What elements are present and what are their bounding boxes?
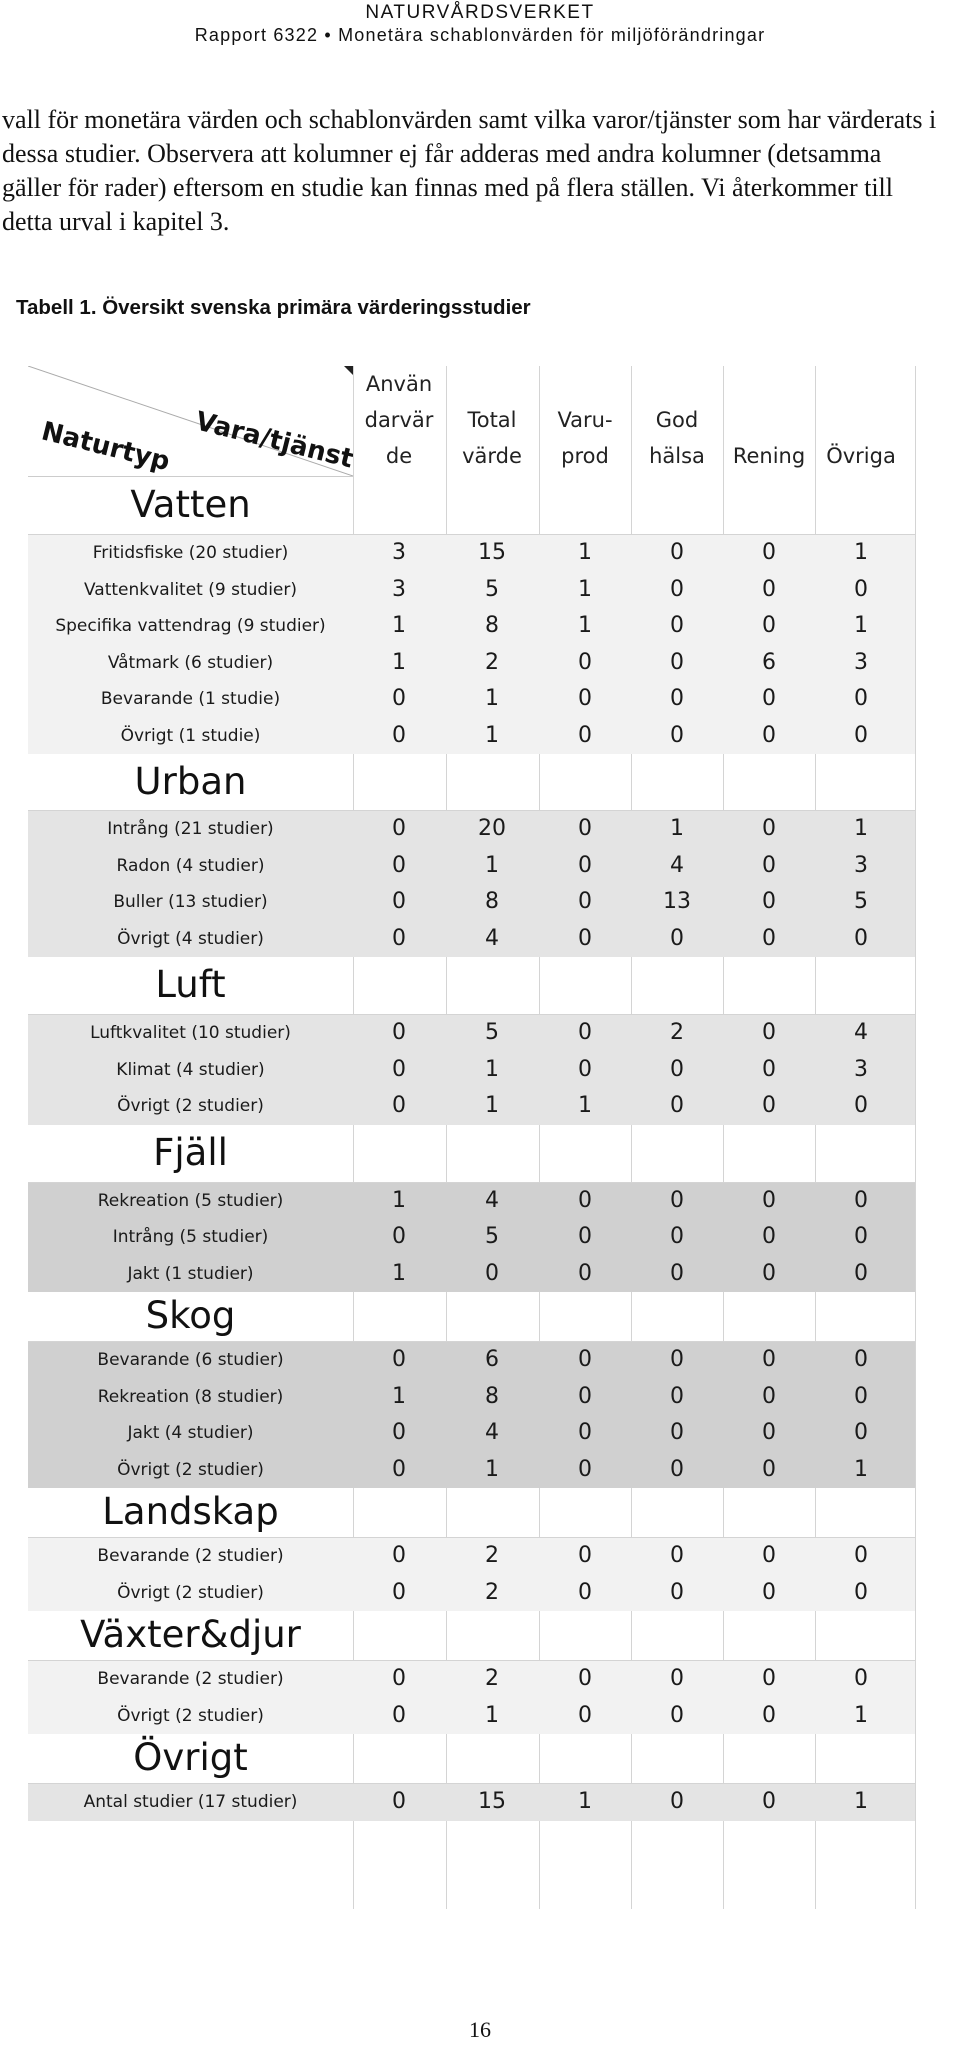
section-urban: [28, 753, 915, 957]
table-cell: 1: [485, 1093, 499, 1118]
table-cell: 0: [670, 540, 684, 565]
corner-label-vara-tjanst: Vara/tjänst: [192, 406, 357, 475]
column-header: [815, 366, 907, 476]
table-cell: 1: [854, 1702, 868, 1728]
table-row: [28, 535, 915, 572]
table-cell: 3: [854, 1056, 868, 1082]
table-cell: 4: [485, 1420, 499, 1445]
table-cell: 0: [670, 576, 684, 602]
table-cell: 0: [578, 1056, 592, 1082]
section-header: [28, 1291, 915, 1342]
section-title: Fjäll: [153, 1130, 228, 1174]
row-label: Bevarande (2 studier): [97, 1669, 284, 1689]
table-cell: 2: [485, 649, 499, 675]
table-row: [28, 1661, 915, 1698]
section-skog: [28, 1291, 915, 1488]
table-cell: 13: [663, 889, 691, 914]
table-cell: 0: [762, 852, 776, 878]
table-cell: 5: [485, 576, 499, 602]
table-cell: 0: [762, 1347, 776, 1372]
table-cell: 1: [578, 540, 592, 565]
table-cell: 3: [392, 540, 406, 565]
table-row: [28, 1538, 915, 1575]
table-cell: 0: [392, 889, 406, 914]
table-cell: 0: [578, 722, 592, 748]
column-header-line: Rening: [732, 444, 806, 468]
valuation-studies-table: [28, 366, 915, 1909]
table-caption: Tabell 1. Översikt svenska primära värderingsstudier: [16, 296, 531, 319]
section-title: Växter&djur: [80, 1613, 301, 1656]
table-cell: 0: [670, 1224, 684, 1249]
table-cell: 0: [854, 1260, 868, 1286]
table-cell: 3: [854, 649, 868, 675]
column-header-line: Varu-: [557, 408, 613, 432]
table-cell: 0: [670, 1260, 684, 1286]
section-title: Landskap: [102, 1490, 279, 1533]
table-cell: 0: [392, 1093, 406, 1118]
table-row: [28, 1219, 915, 1256]
table-cell: 0: [762, 1056, 776, 1082]
table-cell: 1: [578, 1789, 592, 1814]
row-label: Luftkvalitet (10 studier): [90, 1023, 291, 1043]
table-cell: 0: [578, 1579, 592, 1605]
table-cell: 0: [762, 889, 776, 914]
table-cell: 0: [578, 686, 592, 711]
section-header: [28, 1733, 915, 1784]
table-cell: 0: [762, 540, 776, 565]
column-header-line: Använ: [365, 372, 433, 396]
row-label: Rekreation (8 studier): [97, 1386, 284, 1407]
section-title: Skog: [145, 1294, 236, 1337]
table-cell: 0: [854, 1187, 868, 1213]
table-cell: 1: [854, 1789, 868, 1814]
table-cell: 0: [854, 1093, 868, 1118]
column-header: [723, 366, 815, 476]
table-cell: 0: [762, 1224, 776, 1249]
table-cell: 5: [485, 1224, 499, 1249]
table-cell: 0: [854, 1420, 868, 1445]
table-cell: 1: [485, 722, 499, 748]
table-cell: 0: [392, 1056, 406, 1082]
section-header: [28, 476, 915, 535]
table-cell: 1: [485, 1702, 499, 1728]
table-cell: 0: [854, 686, 868, 711]
table-row: [28, 1052, 915, 1089]
table-row: [28, 1452, 915, 1489]
row-label: Övrigt (2 studier): [117, 1459, 264, 1480]
table-row: [28, 1183, 915, 1220]
row-label: Buller (13 studier): [113, 892, 268, 912]
table-cell: 0: [854, 1347, 868, 1372]
row-label: Våtmark (6 studier): [107, 652, 274, 673]
table-cell: 1: [485, 686, 499, 711]
column-header-line: de: [385, 444, 413, 468]
table-cell: 0: [762, 816, 776, 841]
row-label: Övrigt (2 studier): [117, 1096, 264, 1116]
table-cell: 0: [762, 1260, 776, 1286]
table-cell: 0: [578, 1420, 592, 1445]
table-cell: 1: [854, 613, 868, 638]
table-cell: 0: [670, 649, 684, 675]
table-row: [28, 718, 915, 755]
column-header-line: värde: [462, 444, 522, 468]
table-cell: 0: [578, 1666, 592, 1691]
column-header: [539, 366, 631, 476]
table-cell: 1: [670, 816, 684, 841]
page-number: 16: [469, 2017, 491, 2042]
column-header-line: hälsa: [649, 444, 705, 468]
table-row: [28, 1015, 915, 1052]
table-cell: 0: [578, 1187, 592, 1213]
table-row: [28, 921, 915, 958]
table-cell: 0: [578, 649, 592, 675]
column-header-line: Övriga: [826, 444, 896, 468]
table-cell: 0: [762, 722, 776, 748]
table-cell: 0: [392, 1347, 406, 1372]
table-cell: 0: [485, 1260, 499, 1286]
table-cell: 15: [478, 540, 506, 565]
column-header-line: darvär: [364, 408, 434, 432]
report-title: Rapport 6322 • Monetära schablonvärden för miljöförändringar: [194, 25, 766, 45]
row-label: Vattenkvalitet (9 studier): [84, 579, 297, 600]
table-cell: 1: [578, 576, 592, 602]
section-header: [28, 956, 915, 1015]
table-row: [28, 884, 915, 921]
grid-line: [915, 366, 916, 1909]
table-cell: 0: [762, 1020, 776, 1045]
table-cell: 0: [762, 576, 776, 602]
table-cell: 1: [392, 1260, 406, 1286]
table-cell: 15: [478, 1789, 506, 1814]
table-cell: 1: [392, 1383, 406, 1409]
section-övrigt: [28, 1733, 915, 1821]
intro-paragraph: vall för monetära värden och schablonvärden samt vilka varor/tjänster som har värderats i dessa studier. Observera att kolumner ej får adderas med andra kolumner (detsamma gäller för rader) eftersom en studie kan finnas med på flera ställen. Vi återkommer till detta urval i kapitel 3.: [2, 105, 937, 236]
table-row: [28, 681, 915, 718]
section-title: Luft: [155, 963, 226, 1006]
row-label: Rekreation (5 studier): [97, 1190, 284, 1211]
row-label: Intrång (21 studier): [107, 819, 274, 839]
page-header: [0, 0, 960, 46]
table-cell: 0: [762, 1579, 776, 1605]
table-cell: 0: [670, 1383, 684, 1409]
corner-marker-icon: [344, 366, 353, 375]
table-cell: 0: [762, 925, 776, 951]
table-cell: 0: [578, 816, 592, 841]
row-label: Bevarande (2 studier): [97, 1546, 284, 1566]
table-cell: 0: [578, 1224, 592, 1249]
column-header-line: prod: [561, 444, 609, 468]
table-cell: 6: [485, 1347, 499, 1372]
table-cell: 0: [854, 1224, 868, 1249]
row-label: Radon (4 studier): [116, 855, 265, 876]
table-row: [28, 1256, 915, 1293]
row-label: Specifika vattendrag (9 studier): [55, 616, 326, 636]
row-label: Bevarande (1 studie): [100, 689, 281, 709]
table-cell: 0: [854, 1579, 868, 1605]
table-cell: 3: [392, 576, 406, 602]
table-cell: 3: [854, 852, 868, 878]
table-cell: 4: [670, 852, 684, 878]
column-header-line: God: [655, 408, 699, 432]
table-cell: 0: [854, 1666, 868, 1691]
table-cell: 0: [762, 613, 776, 638]
section-växter-djur: [28, 1610, 915, 1734]
table-cell: 0: [392, 1224, 406, 1249]
row-label: Antal studier (17 studier): [83, 1792, 298, 1812]
table-cell: 4: [485, 925, 499, 951]
table-row: [28, 1698, 915, 1735]
table-cell: 0: [762, 1543, 776, 1568]
table-cell: 0: [578, 1702, 592, 1728]
table-cell: 1: [578, 613, 592, 638]
table-cell: 0: [670, 722, 684, 748]
section-vatten: [28, 476, 915, 754]
table-cell: 8: [485, 1383, 499, 1409]
table-cell: 5: [854, 889, 868, 914]
table-cell: 0: [392, 1702, 406, 1728]
table-cell: 5: [485, 1020, 499, 1045]
section-title: Övrigt: [133, 1736, 248, 1779]
table-cell: 1: [392, 649, 406, 675]
table-cell: 0: [670, 1666, 684, 1691]
table-cell: 0: [670, 1420, 684, 1445]
section-header: [28, 1487, 915, 1538]
table-cell: 1: [485, 1456, 499, 1482]
row-label: Jakt (1 studier): [127, 1263, 254, 1284]
table-cell: 0: [670, 1093, 684, 1118]
table-cell: 0: [854, 576, 868, 602]
table-cell: 1: [578, 1093, 592, 1118]
table-cell: 0: [670, 686, 684, 711]
table-cell: 0: [762, 686, 776, 711]
table-cell: 0: [762, 1093, 776, 1118]
row-label: Övrigt (4 studier): [117, 928, 264, 949]
row-label: Bevarande (6 studier): [97, 1350, 284, 1370]
table-cell: 0: [670, 613, 684, 638]
table-row: [28, 1342, 915, 1379]
table-cell: 4: [854, 1020, 868, 1045]
section-header: [28, 1124, 915, 1183]
column-header: [446, 366, 538, 476]
row-label: Övrigt (2 studier): [117, 1705, 264, 1726]
table-cell: 0: [578, 852, 592, 878]
table-cell: 0: [392, 1020, 406, 1045]
table-cell: 0: [392, 1666, 406, 1691]
table-cell: 2: [485, 1579, 499, 1605]
section-header: [28, 753, 915, 811]
row-label: Klimat (4 studier): [116, 1059, 265, 1080]
row-label: Övrigt (2 studier): [117, 1582, 264, 1603]
table-cell: 0: [762, 1789, 776, 1814]
table-cell: 0: [670, 1187, 684, 1213]
table-row: [28, 1415, 915, 1452]
table-cell: 0: [578, 1543, 592, 1568]
table-cell: 1: [485, 852, 499, 878]
table-cell: 4: [485, 1187, 499, 1213]
table-cell: 0: [392, 1543, 406, 1568]
table-cell: 0: [392, 1456, 406, 1482]
table-row: [28, 1575, 915, 1612]
table-row: [28, 1088, 915, 1125]
table-cell: 0: [670, 1347, 684, 1372]
table-cell: 0: [578, 889, 592, 914]
table-row: [28, 608, 915, 645]
table-cell: 0: [392, 1789, 406, 1814]
table-cell: 0: [854, 1543, 868, 1568]
row-label: Övrigt (1 studie): [120, 725, 261, 746]
table-row: [28, 1379, 915, 1416]
table-row: [28, 848, 915, 885]
table-cell: 1: [392, 613, 406, 638]
table-cell: 0: [578, 1456, 592, 1482]
table-cell: 0: [762, 1187, 776, 1213]
table-cell: 0: [578, 1260, 592, 1286]
table-row: [28, 645, 915, 682]
section-landskap: [28, 1487, 915, 1611]
table-cell: 0: [854, 722, 868, 748]
table-cell: 0: [392, 1579, 406, 1605]
table-row: [28, 572, 915, 609]
column-header-line: Total: [467, 408, 517, 432]
table-cell: 1: [854, 816, 868, 841]
table-cell: 0: [762, 1702, 776, 1728]
table-cell: 2: [485, 1666, 499, 1691]
table-cell: 0: [670, 1789, 684, 1814]
table-cell: 0: [392, 816, 406, 841]
table-cell: 0: [762, 1666, 776, 1691]
table-cell: 0: [578, 1020, 592, 1045]
table-cell: 0: [392, 852, 406, 878]
table-cell: 0: [392, 925, 406, 951]
table-row: [28, 1784, 915, 1821]
table-cell: 8: [485, 613, 499, 638]
row-label: Fritidsfiske (20 studier): [92, 543, 289, 563]
section-header: [28, 1610, 915, 1661]
table-cell: 0: [578, 1347, 592, 1372]
column-header: [631, 366, 723, 476]
table-cell: 0: [762, 1383, 776, 1409]
table-cell: 0: [670, 1543, 684, 1568]
table-row: [28, 811, 915, 848]
table-cell: 0: [854, 925, 868, 951]
table-cell: 2: [485, 1543, 499, 1568]
table-cell: 0: [578, 1383, 592, 1409]
table-cell: 20: [478, 816, 506, 841]
section-luft: [28, 956, 915, 1125]
table-cell: 0: [578, 925, 592, 951]
table-cell: 1: [854, 1456, 868, 1482]
row-label: Intrång (5 studier): [112, 1227, 269, 1247]
table-cell: 1: [392, 1187, 406, 1213]
corner-label-naturtyp: Naturtyp: [38, 416, 173, 478]
table-cell: 0: [762, 1456, 776, 1482]
table-cell: 0: [670, 1056, 684, 1082]
table-cell: 6: [762, 649, 776, 675]
table-corner-header: [28, 366, 357, 478]
table-cell: 0: [392, 686, 406, 711]
table-cell: 1: [854, 540, 868, 565]
table-cell: 0: [670, 1579, 684, 1605]
table-cell: 0: [854, 1383, 868, 1409]
table-cell: 0: [392, 1420, 406, 1445]
table-cell: 0: [670, 925, 684, 951]
table-cell: 2: [670, 1020, 684, 1045]
section-fjäll: [28, 1124, 915, 1293]
table-cell: 8: [485, 889, 499, 914]
section-title: Urban: [134, 760, 247, 803]
table-cell: 0: [762, 1420, 776, 1445]
table-cell: 0: [392, 722, 406, 748]
publisher-name: NATURVÅRDSVERKET: [365, 2, 595, 23]
section-title: Vatten: [130, 483, 251, 526]
column-header: [353, 366, 445, 476]
table-cell: 0: [670, 1702, 684, 1728]
row-label: Jakt (4 studier): [127, 1423, 254, 1443]
table-cell: 0: [670, 1456, 684, 1482]
table-cell: 1: [485, 1056, 499, 1082]
